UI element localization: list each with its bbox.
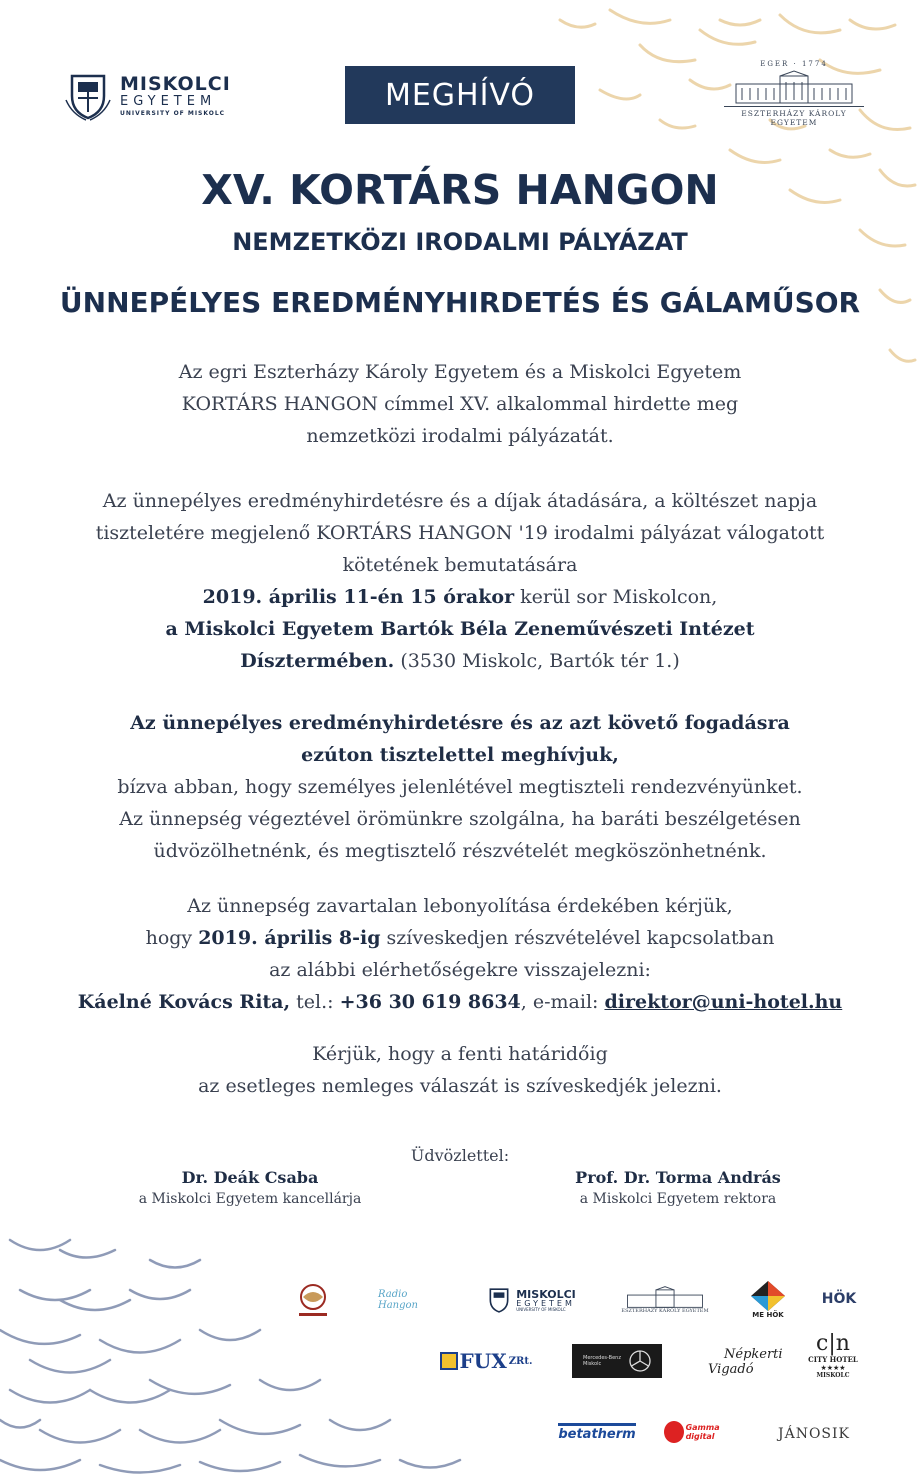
logo-line-1: MISKOLCI bbox=[120, 73, 231, 95]
sponsor-nepkerti-1: Népkerti bbox=[724, 1347, 783, 1362]
university-crest-icon bbox=[64, 70, 112, 122]
contact-name: Káelné Kovács Rita, bbox=[77, 991, 291, 1013]
sponsor-emblem-logo bbox=[288, 1280, 338, 1320]
sponsor-hok-name: HÖK bbox=[821, 1291, 857, 1307]
text-line: kötetének bemutatására bbox=[342, 554, 578, 576]
main-title: XV. KORTÁRS HANGON bbox=[201, 166, 719, 214]
sponsor-betatherm-name: betatherm bbox=[558, 1423, 635, 1442]
text-fragment: tel.: bbox=[290, 991, 340, 1013]
sponsor-fux-suffix: ZRt. bbox=[508, 1355, 533, 1367]
rsvp-deadline: 2019. április 8-ig bbox=[198, 927, 381, 949]
university-crest-icon bbox=[486, 1285, 512, 1315]
sponsor-mehok-name: ME HÖK bbox=[752, 1311, 784, 1319]
signatory-name: Dr. Deák Csaba bbox=[181, 1168, 319, 1187]
building-icon bbox=[734, 70, 854, 104]
sponsor-gamma-name: Gamma digital bbox=[685, 1423, 720, 1441]
bold-line: ezúton tisztelettel meghívjuk, bbox=[301, 744, 619, 766]
text-fragment: szíveskedjen részvételével kapcsolatban bbox=[380, 927, 775, 949]
sponsor-hok-logo bbox=[814, 1286, 864, 1312]
sponsor-me-line3: UNIVERSITY OF MISKOLC bbox=[516, 1306, 566, 1312]
signature-left bbox=[100, 1168, 400, 1210]
sponsor-me-line2: EGYETEM bbox=[516, 1298, 575, 1308]
text-fragment: hogy bbox=[145, 927, 199, 949]
bold-line: Az ünnepélyes eredményhirdetésre és az azt követő fogadásra bbox=[130, 712, 790, 734]
text-line: Kérjük, hogy a fenti határidőig bbox=[312, 1043, 608, 1065]
venue-line: a Miskolci Egyetem Bartók Béla Zeneművészeti Intézet bbox=[165, 618, 755, 640]
sponsor-radio-name: Radio Hangon bbox=[378, 1289, 418, 1311]
text-line: az esetleges nemleges válaszát is szíveskedjék jelezni. bbox=[198, 1075, 722, 1097]
signatory-role: a Miskolci Egyetem kancellárja bbox=[138, 1191, 362, 1207]
sponsor-me-hok-logo bbox=[748, 1278, 788, 1322]
text-line: Az egri Eszterházy Károly Egyetem és a Miskolci Egyetem bbox=[178, 361, 742, 383]
fux-square-icon bbox=[440, 1352, 458, 1370]
rsvp-paragraph bbox=[40, 890, 880, 1018]
sponsor-cityhotel-3: MISKOLC bbox=[816, 1372, 850, 1379]
city-hotel-monogram-icon: c|n bbox=[816, 1331, 850, 1356]
text-line: üdvözölhetnénk, és megtisztelő részvételét megköszönhetnénk. bbox=[153, 840, 767, 862]
greeting: Üdvözlettel: bbox=[410, 1146, 510, 1165]
sponsor-radio-logo bbox=[378, 1282, 438, 1318]
text-line: az alábbi elérhetőségekre visszajelezni: bbox=[269, 959, 651, 981]
sponsor-miskolci-egyetem-logo bbox=[476, 1280, 586, 1320]
decline-paragraph bbox=[40, 1038, 880, 1102]
hok-mark-icon bbox=[751, 1281, 785, 1311]
date-line bbox=[40, 581, 880, 613]
sponsor-ekeg-logo bbox=[618, 1280, 712, 1320]
signatory-name: Prof. Dr. Torma András bbox=[575, 1168, 781, 1187]
signature-right bbox=[528, 1168, 828, 1210]
sponsor-fux-name: FUX bbox=[459, 1349, 507, 1373]
sponsor-mercedes-name: Mercedes-Benz Miskolc bbox=[583, 1355, 621, 1367]
sponsor-city-hotel-logo bbox=[800, 1322, 866, 1390]
building-icon bbox=[625, 1286, 705, 1308]
contact-phone[interactable]: +36 30 619 8634 bbox=[339, 991, 521, 1013]
sponsor-fux-logo bbox=[432, 1344, 540, 1378]
ekeg-logo-top: EGER · 1774 bbox=[760, 60, 828, 68]
sponsor-betatherm-logo bbox=[558, 1412, 636, 1452]
text-line: nemzetközi irodalmi pályázatát. bbox=[306, 425, 614, 447]
event-details-paragraph bbox=[40, 485, 880, 677]
sponsor-cityhotel-1: CITY HOTEL bbox=[808, 1355, 858, 1364]
sponsor-janosik-logo bbox=[764, 1416, 864, 1452]
sponsor-nepkerti-2: Vigadó bbox=[708, 1362, 754, 1377]
text-line: tiszteletére megjelenő KORTÁRS HANGON '19 irodalmi pályázat válogatott bbox=[95, 522, 825, 544]
contact-email-link[interactable]: direktor@uni-hotel.hu bbox=[604, 991, 843, 1013]
sponsor-ekeg-name: ESZTERHÁZY KÁROLY EGYETEM bbox=[621, 1308, 709, 1314]
eszterhazy-logo bbox=[724, 60, 864, 127]
venue-address: (3530 Miskolc, Bartók tér 1.) bbox=[394, 650, 680, 672]
event-title: ÜNNEPÉLYES EREDMÉNYHIRDETÉS ÉS GÁLAMŰSOR bbox=[59, 286, 861, 319]
logo-line-2: EGYETEM bbox=[120, 94, 217, 109]
signatory-role: a Miskolci Egyetem rektora bbox=[579, 1191, 777, 1207]
sponsor-gamma-logo bbox=[664, 1414, 744, 1450]
miskolci-egyetem-logo bbox=[64, 68, 254, 124]
sponsor-janosik-name: JÁNOSIK bbox=[777, 1426, 851, 1442]
gamma-circle-icon bbox=[664, 1421, 684, 1443]
sponsor-cityhotel-2: ★★★★ bbox=[820, 1364, 846, 1372]
invitation-banner: MEGHÍVÓ bbox=[345, 66, 575, 124]
logo-line-3: UNIVERSITY OF MISKOLC bbox=[120, 110, 226, 117]
ekeg-logo-name: ESZTERHÁZY KÁROLY EGYETEM bbox=[724, 106, 864, 127]
sponsor-nepkerti-logo bbox=[694, 1340, 784, 1384]
venue-hall: Dísztermében. bbox=[240, 650, 395, 672]
emblem-icon bbox=[293, 1281, 333, 1319]
text-line: Az ünnepség végeztével örömünkre szolgálna, ha baráti beszélgetésen bbox=[119, 808, 801, 830]
text-line: Az ünnepség zavartalan lebonyolítása érdekében kérjük, bbox=[187, 895, 733, 917]
text-line: bízva abban, hogy személyes jelenlétével megtiszteli rendezvényünket. bbox=[117, 776, 803, 798]
subtitle: NEMZETKÖZI IRODALMI PÁLYÁZAT bbox=[232, 228, 688, 256]
event-date-suffix: kerül sor Miskolcon, bbox=[514, 586, 718, 608]
sponsor-me-line1: MISKOLCI bbox=[516, 1287, 576, 1301]
text-fragment: , e-mail: bbox=[520, 991, 605, 1013]
sponsor-mercedes-logo bbox=[572, 1344, 662, 1378]
text-line: Az ünnepélyes eredményhirdetésre és a díjak átadására, a költészet napja bbox=[102, 490, 818, 512]
event-date: 2019. április 11-én 15 órakor bbox=[202, 586, 515, 608]
invitation-paragraph bbox=[40, 707, 880, 867]
intro-paragraph bbox=[40, 356, 880, 452]
text-line: KORTÁRS HANGON címmel XV. alkalommal hirdette meg bbox=[181, 393, 739, 415]
contact-line bbox=[40, 986, 880, 1018]
hall-line bbox=[40, 645, 880, 677]
mercedes-star-icon bbox=[629, 1350, 651, 1372]
rsvp-deadline-line bbox=[40, 922, 880, 954]
